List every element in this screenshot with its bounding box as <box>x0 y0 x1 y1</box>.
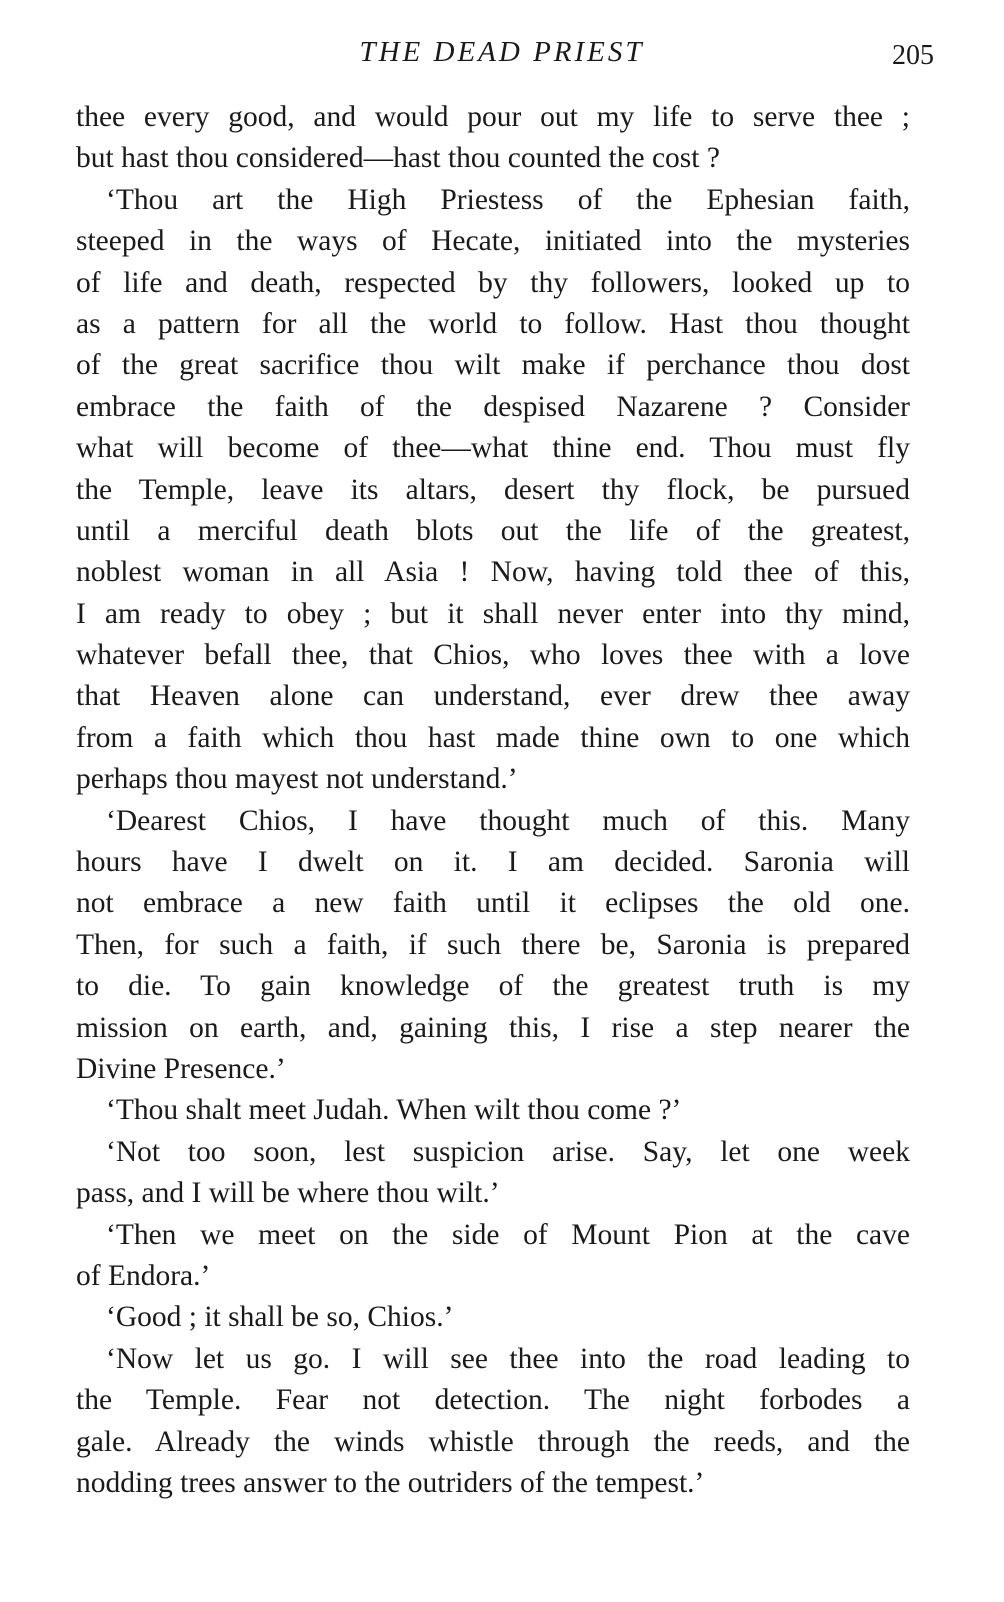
text-line: ‘Thou shalt meet Judah. When wilt thou come ?’ <box>106 1094 682 1127</box>
text-line: gale. Already the winds whistle through the reeds, and the <box>76 1425 910 1458</box>
text-line: ‘Dearest Chios, I have thought much of this. Many <box>106 804 910 837</box>
text-line: pass, and I will be where thou wilt.’ <box>76 1177 500 1210</box>
text-line: steeped in the ways of Hecate, initiated into the mysteries <box>76 225 910 258</box>
text-line: as a pattern for all the world to follow. Hast thou thought <box>76 307 910 340</box>
text-line: ‘Thou art the High Priestess of the Ephesian faith, <box>106 183 910 216</box>
text-line: whatever befall thee, that Chios, who loves thee with a love <box>76 639 910 672</box>
text-line: until a merciful death blots out the life of the greatest, <box>76 514 910 547</box>
text-line: ‘Then we meet on the side of Mount Pion at the cave <box>106 1218 910 1251</box>
text-line: I am ready to obey ; but it shall never enter into thy mind, <box>76 597 910 630</box>
text-line: Divine Presence.’ <box>76 1052 286 1085</box>
text-line: thee every good, and would pour out my life to serve thee ; <box>76 101 910 133</box>
text-line: of the great sacrifice thou wilt make if perchance thou dost <box>76 349 910 382</box>
page-number: 205 <box>892 40 934 71</box>
text-line: noblest woman in all Asia ! Now, having told thee of this, <box>76 556 910 589</box>
text-line: to die. To gain knowledge of the greatest truth is my <box>76 970 910 1003</box>
text-line: from a faith which thou hast made thine own to one which <box>76 721 910 754</box>
text-line: ‘Now let us go. I will see thee into the road leading to <box>106 1342 910 1375</box>
text-line: that Heaven alone can understand, ever drew thee away <box>76 680 910 713</box>
text-line: mission on earth, and, gaining this, I rise a step nearer the <box>76 1011 910 1044</box>
text-line: of life and death, respected by thy followers, looked up to <box>76 266 910 299</box>
text-line: ‘Not too soon, lest suspicion arise. Say, let one week <box>106 1135 910 1168</box>
text-line: not embrace a new faith until it eclipses the old one. <box>76 887 910 920</box>
text-line: ‘Good ; it shall be so, Chios.’ <box>106 1301 454 1334</box>
text-line: the Temple, leave its altars, desert thy flock, be pursued <box>76 473 910 506</box>
running-title: THE DEAD PRIEST <box>359 36 645 68</box>
text-line: nodding trees answer to the outriders of the tempest.’ <box>76 1466 705 1499</box>
text-line: what will become of thee—what thine end. Thou must fly <box>76 432 910 465</box>
text-line: but hast thou considered—hast thou counted the cost ? <box>76 142 720 175</box>
text-line: hours have I dwelt on it. I am decided. Saronia will <box>76 846 910 879</box>
text-line: Then, for such a faith, if such there be, Saronia is prepared <box>76 928 910 961</box>
text-line: of Endora.’ <box>76 1259 211 1292</box>
body-text <box>76 97 910 1504</box>
text-line: embrace the faith of the despised Nazarene ? Consider <box>76 390 910 423</box>
text-line: perhaps thou mayest not understand.’ <box>76 763 518 796</box>
text-line: the Temple. Fear not detection. The night forbodes a <box>76 1384 910 1417</box>
